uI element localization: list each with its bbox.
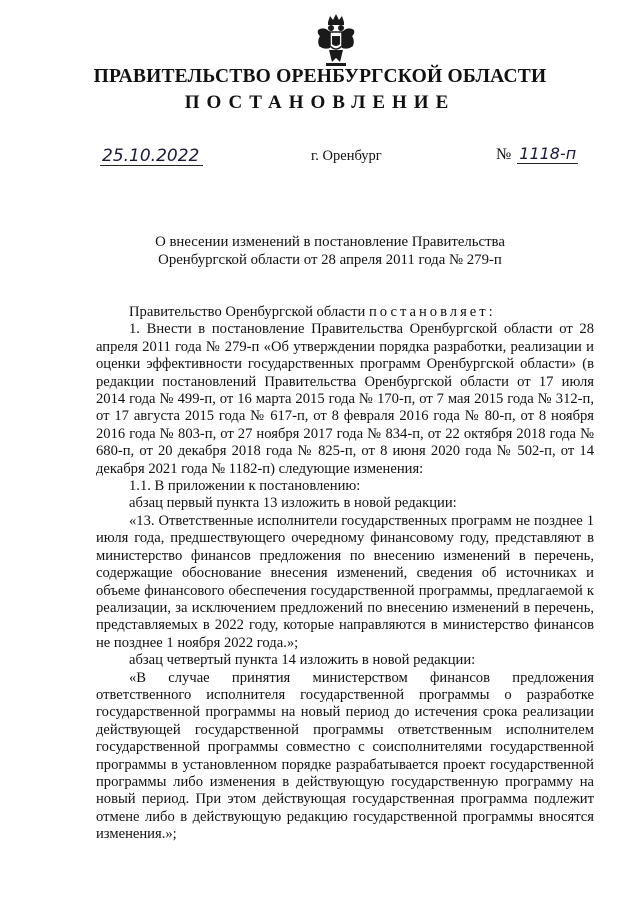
lead-paragraph: [96, 304, 594, 321]
lead-verb: постановляет:: [369, 304, 496, 320]
body-paragraph: «В случае принятия министерством финансов предложения ответственного исполнителя государственной программы о разработке государственной программы на новый период до истечения срока реализации действующей государственной программы ответственным исполнителем государственной программы совместно с соисполнителями государственной программы в установленном порядке разрабатывается проект государственной программы либо изменения в действующую государственную программу на новый период. При этом действующая государственная программа подлежит отмене либо в действующую редакцию государственной программы вносятся изменения.»;: [96, 669, 594, 843]
document-subject: О внесении изменений в постановление Правительства Оренбургской области от 28 апреля 2011 года № 279-п: [155, 234, 505, 268]
body-paragraph: абзац первый пункта 13 изложить в новой редакции:: [129, 495, 457, 512]
coat-of-arms-emblem: [314, 12, 358, 70]
lead-prefix: Правительство Оренбургской области: [129, 304, 366, 320]
document-city: г. Оренбург: [311, 148, 382, 164]
number-sign: №: [496, 146, 512, 163]
document-number: [496, 144, 578, 164]
document-type-title: ПОСТАНОВЛЕНИЕ: [184, 92, 456, 113]
document-body: [96, 304, 594, 844]
number-value: 1118-п: [519, 144, 577, 163]
body-paragraph: «13. Ответственные исполнители государственных программ не позднее 1 июля года, предшествующего очередному финансовому году, представляют в министерство финансов предложения по внесению изменений в перечень, содержащие обоснование внесения изменений, сведения об источниках и объеме финансового обеспечения государственной программы, предлагаемой к реализации, за исключением предложений по внесению изменений в перечень, представляемых в 2022 году, которые направляются в министерство финансов не позднее 1 ноября 2022 года.»;: [96, 512, 594, 651]
body-paragraph: 1.1. В приложении к постановлению:: [129, 478, 361, 495]
document-date: 25.10.2022: [100, 147, 203, 166]
body-paragraph: абзац четвертый пункта 14 изложить в новой редакции:: [129, 652, 476, 669]
body-paragraph: 1. Внести в постановление Правительства Оренбургской области от 28 апреля 2011 года № 279-п «Об утверждении порядка разработки, реализации и оценки эффективности государственных программ Оренбургской области» (в редакции постановлений Правительства Оренбургской области от 17 июля 2014 года № 499-п, от 16 марта 2015 года № 170-п, от 7 мая 2015 года № 312-п, от 17 августа 2015 года № 617-п, от 8 февраля 2016 года № 80-п, от 8 ноября 2016 года № 803-п, от 27 ноября 2017 года № 834-п, от 22 октября 2018 года № 680-п, от 20 декабря 2018 года № 825-п, от 8 июня 2020 года № 502-п, от 14 декабря 2021 года № 1182-п) следующие изменения:: [96, 321, 594, 477]
government-title: ПРАВИТЕЛЬСТВО ОРЕНБУРГСКОЙ ОБЛАСТИ: [93, 66, 547, 87]
